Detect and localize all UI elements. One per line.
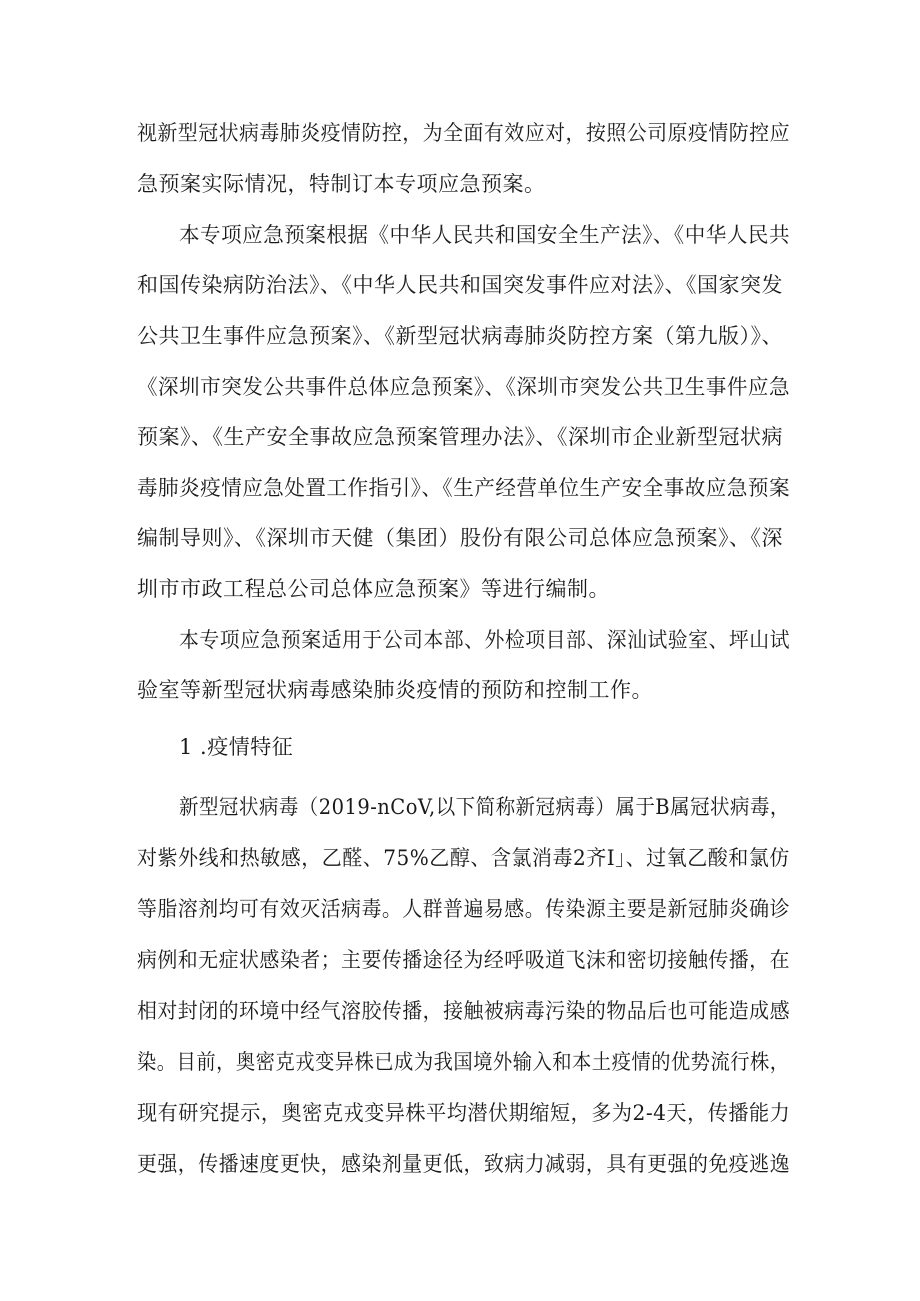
paragraph-2-line-6: 毒肺炎疫情应急处置工作指引》、《生产经营单位生产安全事故应急预案 (137, 476, 790, 500)
paragraph-2-line-1: 本专项应急预案根据《中华人民共和国安全生产法》、《中华人民共 (179, 223, 790, 247)
paragraph-2-line-3: 公共卫生事件应急预案》、《新型冠状病毒肺炎防控方案（第九版）》、 (137, 324, 783, 348)
section-heading: 1 .疫情特征 (179, 735, 294, 759)
epidemic-line-4: 病例和无症状感染者；主要传播途径为经呼吸道飞沫和密切接触传播，在 (137, 948, 790, 972)
paragraph-2-line-5: 预案》、《生产安全事故应急预案管理办法》、《深圳市企业新型冠状病 (137, 425, 783, 449)
epidemic-line-5: 相对封闭的环境中经气溶胶传播，接触被病毒污染的物品后也可能造成感 (137, 999, 790, 1023)
paragraph-3-line-1: 本专项应急预案适用于公司本部、外检项目部、深汕试验室、坪山试 (179, 628, 790, 652)
epidemic-line-3: 等脂溶剂均可有效灭活病毒。人群普遍易感。传染源主要是新冠肺炎确诊 (137, 897, 790, 921)
paragraph-1-line-1: 视新型冠状病毒肺炎疫情防控，为全面有效应对，按照公司原疫情防控应 (137, 121, 790, 145)
epidemic-line-2: 对紫外线和热敏感，乙醛、75%乙醇、含氯消毒2齐I」、过氧乙酸和氯仿 (137, 846, 790, 870)
epidemic-line-1: 新型冠状病毒（2019-nCoV,以下简称新冠病毒）属于B属冠状病毒， (179, 795, 790, 819)
paragraph-3-line-2: 验室等新型冠状病毒感染肺炎疫情的预防和控制工作。 (137, 678, 653, 702)
paragraph-2-line-2: 和国传染病防治法》、《中华人民共和国突发事件应对法》、《国家突发 (137, 273, 783, 297)
epidemic-line-6: 染。目前，奥密克戎变异株已成为我国境外输入和本土疫情的优势流行株， (137, 1050, 790, 1074)
paragraph-1-line-2: 急预案实际情况，特制订本专项应急预案。 (137, 172, 546, 196)
paragraph-2-line-7: 编制导则》、《深圳市天健（集团）股份有限公司总体应急预案》、《深 (137, 526, 783, 550)
paragraph-2-line-8: 圳市市政工程总公司总体应急预案》等进行编制。 (137, 577, 610, 601)
paragraph-2-line-4: 《深圳市突发公共事件总体应急预案》、《深圳市突发公共卫生事件应急 (137, 375, 790, 399)
epidemic-line-7: 现有研究提示，奥密克戎变异株平均潜伏期缩短，多为2-4天，传播能力 (137, 1101, 791, 1125)
epidemic-line-8: 更强，传播速度更快，感染剂量更低，致病力减弱，具有更强的免疫逃逸 (137, 1152, 790, 1176)
